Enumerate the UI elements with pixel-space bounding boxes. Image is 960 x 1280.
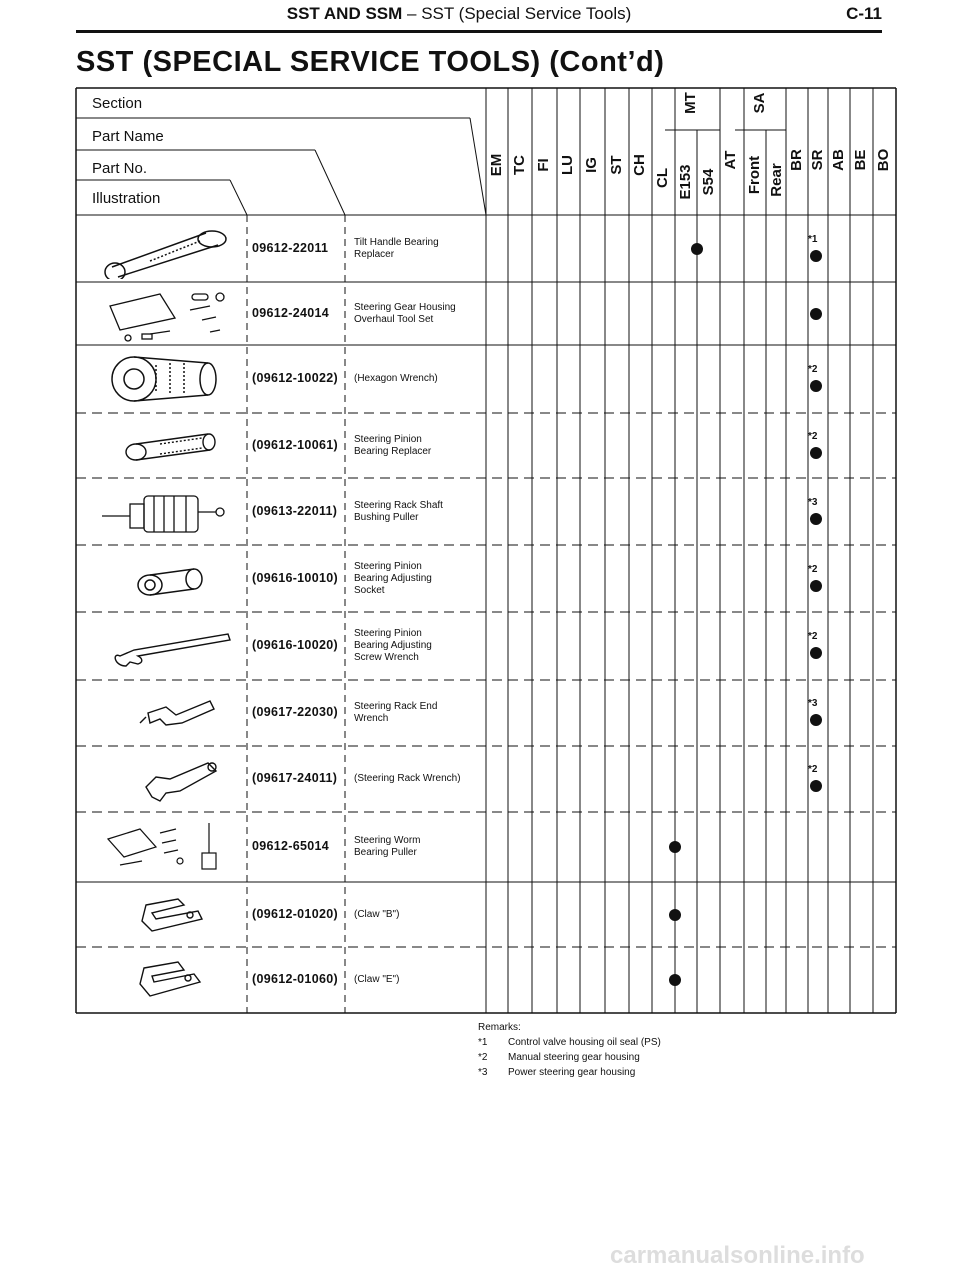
watermark: carmanualsonline.info	[610, 1242, 865, 1269]
page-title: SST (SPECIAL SERVICE TOOLS) (Cont’d)	[76, 46, 665, 78]
remark-reference: *2	[808, 563, 818, 575]
applicability-dot	[810, 380, 822, 392]
remark-item: *2 Manual steering gear housing	[478, 1052, 640, 1063]
part-number: (09612-10061)	[252, 437, 338, 452]
part-name-line: Screw Wrench	[354, 652, 419, 663]
tool-illustration	[90, 416, 240, 481]
part-number: (09617-24011)	[252, 771, 338, 785]
applicability-dot	[669, 909, 681, 921]
part-number: 09612-22011	[252, 240, 329, 255]
tool-illustration	[90, 749, 240, 814]
part-name-line: Steering Gear Housing	[354, 301, 456, 313]
part-name-line: Tilt Handle Bearing	[354, 236, 439, 248]
tool-illustration	[90, 219, 240, 284]
part-name-line: Replacer	[354, 248, 395, 260]
part-name	[354, 561, 432, 597]
part-name-line: Steering Pinion	[354, 628, 422, 639]
part-name-line: (Hexagon Wrench)	[354, 373, 438, 384]
part-number: (09616-10020)	[252, 638, 338, 652]
part-name-line: Bearing Adjusting	[354, 572, 432, 584]
remark-reference: *3	[808, 496, 818, 508]
part-name	[354, 434, 431, 458]
column-header-fi: FI	[535, 158, 552, 172]
applicability-dot	[810, 647, 822, 659]
column-header-mt: MT	[682, 92, 699, 114]
part-name	[354, 773, 461, 785]
part-name-line: Bushing Puller	[354, 511, 419, 523]
legend-illustration: Illustration	[92, 190, 161, 207]
part-name	[354, 373, 438, 385]
remark-reference: *2	[808, 631, 818, 642]
part-number: (09616-10010)	[252, 570, 338, 585]
column-header-ig: IG	[583, 157, 600, 173]
column-header-lu: LU	[559, 155, 576, 175]
part-name-line: Overhaul Tool Set	[354, 313, 434, 325]
tool-illustration	[90, 616, 240, 681]
applicability-dot	[810, 513, 822, 525]
part-name	[354, 909, 399, 921]
part-name-line: Steering Worm	[354, 835, 421, 846]
applicability-dot	[691, 243, 703, 255]
column-header-ch: CH	[631, 154, 648, 176]
remark-reference: *2	[808, 430, 818, 442]
tool-illustration	[90, 683, 240, 748]
column-header-at: AT	[722, 150, 739, 170]
applicability-dot	[810, 447, 822, 459]
remarks-heading: Remarks:	[478, 1022, 521, 1033]
column-header-em: EM	[488, 153, 505, 177]
part-name-line: Socket	[354, 584, 385, 596]
part-name-line: (Steering Rack Wrench)	[354, 773, 461, 784]
applicability-dot	[810, 714, 822, 726]
column-header-s54: S54	[700, 168, 717, 196]
part-name-line: (Claw "E")	[354, 974, 400, 985]
remarks	[478, 1020, 661, 1080]
part-name-line: Steering Rack Shaft	[354, 499, 443, 511]
part-name-line: Steering Rack End	[354, 701, 438, 712]
remark-item: *3 Power steering gear housing	[478, 1067, 636, 1078]
tool-illustration	[90, 349, 240, 414]
column-header-tc: TC	[511, 155, 528, 175]
remark-reference: *1	[808, 233, 818, 245]
column-header-bo: BO	[875, 148, 892, 172]
legend-diagonal	[470, 118, 486, 215]
applicability-dot	[810, 580, 822, 592]
part-number: 09612-24014	[252, 305, 329, 320]
column-header-ab: AB	[830, 149, 847, 171]
remark-item: *1 Control valve housing oil seal (PS)	[478, 1037, 661, 1048]
part-name	[354, 302, 456, 326]
column-header-rear: Rear	[768, 163, 785, 197]
column-header-be: BE	[852, 149, 869, 171]
part-number: (09617-22030)	[252, 705, 338, 719]
page-number: C-11	[846, 4, 882, 23]
tool-illustration	[90, 549, 240, 614]
part-name	[354, 500, 443, 524]
part-name	[354, 237, 439, 261]
part-number: (09612-10022)	[252, 371, 338, 385]
tool-illustration	[90, 284, 250, 349]
column-header-front: Front	[746, 155, 763, 195]
part-name	[354, 974, 399, 986]
part-number: (09612-01020)	[252, 906, 338, 921]
part-name-line: (Claw "B")	[354, 908, 400, 920]
column-header-st: ST	[608, 155, 625, 175]
tool-illustration	[90, 817, 240, 882]
column-header-sr: SR	[809, 149, 826, 171]
part-name	[354, 835, 421, 859]
column-header-br: BR	[788, 149, 805, 171]
legend-diagonal	[315, 150, 345, 215]
part-number: 09612-65014	[252, 839, 329, 853]
column-header-sa: SA	[751, 92, 768, 114]
column-header-cl: CL	[654, 168, 671, 188]
remark-reference: *3	[808, 698, 818, 709]
applicability-dot	[669, 841, 681, 853]
applicability-dot	[669, 974, 681, 986]
part-name-line: Wrench	[354, 713, 389, 724]
part-number: (09613-22011)	[252, 503, 338, 518]
part-name-line: Bearing Adjusting	[354, 640, 432, 651]
part-name	[354, 628, 432, 664]
remark-reference: *2	[808, 764, 818, 775]
legend-part-no: Part No.	[92, 160, 148, 177]
part-name	[354, 701, 437, 725]
tool-illustration	[90, 950, 240, 1015]
applicability-dot	[810, 780, 822, 792]
part-name-line: Steering Pinion	[354, 560, 422, 572]
legend-part-name: Part Name	[92, 128, 164, 145]
part-name-line: Steering Pinion	[354, 433, 422, 445]
tool-illustration	[90, 885, 240, 950]
column-header-e153: E153	[677, 164, 694, 200]
part-name-line: Bearing Replacer	[354, 445, 432, 457]
applicability-dot	[810, 250, 822, 262]
applicability-dot	[810, 308, 822, 320]
remark-reference: *2	[808, 364, 818, 375]
part-name-line: Bearing Puller	[354, 847, 417, 858]
tool-illustration	[90, 482, 240, 547]
header-title: SST AND SSM – SST (Special Service Tools)	[286, 4, 632, 23]
legend-section: Section	[92, 95, 143, 112]
part-number: (09612-01060)	[252, 972, 338, 986]
legend-diagonal	[230, 180, 247, 215]
